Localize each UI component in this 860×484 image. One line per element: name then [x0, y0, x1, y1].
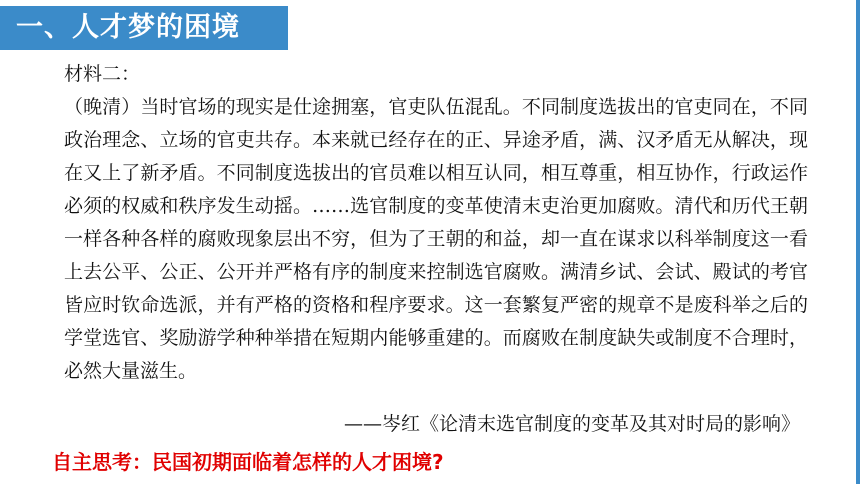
material-block — [64, 58, 808, 388]
material-source: ——岑红《论清末选官制度的变革及其对时局的影响》 — [343, 413, 800, 435]
material-heading: 材料二： — [64, 63, 141, 85]
section-title: 一、人才梦的困境 — [0, 6, 288, 50]
self-think-question: 自主思考：民国初期面临着怎样的人才困境? — [52, 450, 444, 474]
right-edge-bar — [856, 0, 860, 484]
material-body: （晚清）当时官场的现实是仕途拥塞，官吏队伍混乱。不同制度选拔出的官吏同在，不同政治理念、立场的官吏共存。本来就已经存在的正、异途矛盾，满、汉矛盾无从解决，现在又上了新矛盾。不同制度选拔出的官员难以相互认同，相互尊重，相互协作，行政运作必须的权威和秩序发生动摇。……选官制度的变革使清末吏治更加腐败。清代和历代王朝一样各种各样的腐败现象层出不穷，但为了王朝的和益，却一直在谋求以科举制度这一看上去公平、公正、公开并严格有序的制度来控制选官腐败。满清乡试、会试、殿试的考官皆应时钦命选派，并有严格的资格和程序要求。这一套繁复严密的规章不是废科举之后的学堂选官、奖励游学种种举措在短期内能够重建的。而腐败在制度缺失或制度不合理时，必然大量滋生。 — [64, 96, 808, 382]
